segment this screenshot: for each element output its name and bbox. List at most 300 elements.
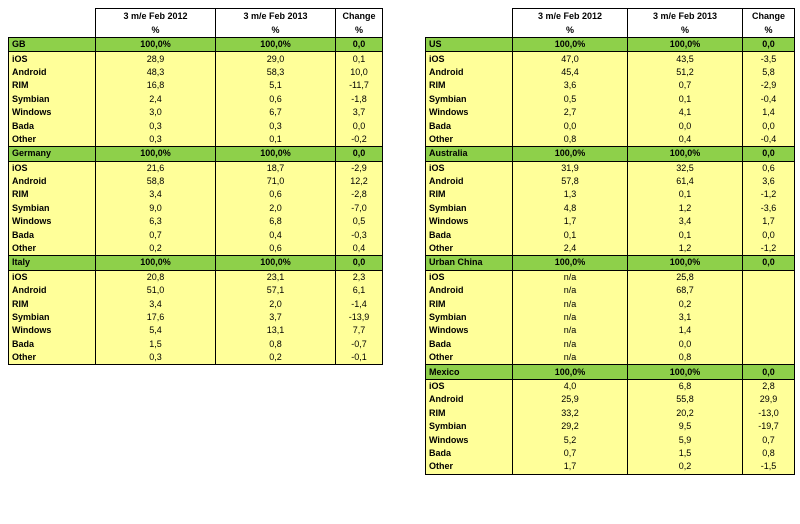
share-change: -0,3 [336, 228, 383, 241]
platform-name: Bada [9, 228, 96, 241]
share-2013: 0,1 [628, 228, 743, 241]
market-total-2012: 100,0% [96, 256, 216, 270]
share-2012: 6,3 [96, 215, 216, 228]
platform-name: Windows [426, 433, 513, 446]
platform-name: Android [9, 66, 96, 79]
platform-name: RIM [426, 407, 513, 420]
header-2013: 3 m/e Feb 2013 [628, 9, 743, 24]
platform-row [426, 311, 795, 324]
share-change [743, 297, 795, 310]
market-header-row [426, 38, 795, 52]
share-2013: 6,8 [628, 379, 743, 393]
market-total-2012: 100,0% [96, 147, 216, 161]
platform-row [426, 175, 795, 188]
share-change: 0,0 [336, 119, 383, 132]
share-2013: 9,5 [628, 420, 743, 433]
share-change: -3,5 [743, 52, 795, 66]
share-change [743, 311, 795, 324]
share-change: 5,8 [743, 66, 795, 79]
market-total-change: 0,0 [743, 256, 795, 270]
share-change: 2,3 [336, 270, 383, 284]
platform-name: Other [426, 242, 513, 256]
share-2013: 5,9 [628, 433, 743, 446]
right-unit-row [426, 23, 795, 38]
share-2013: 13,1 [216, 324, 336, 337]
share-2013: 6,8 [216, 215, 336, 228]
platform-name: iOS [426, 379, 513, 393]
share-2012: 5,2 [513, 433, 628, 446]
share-2012: 45,4 [513, 66, 628, 79]
share-change: 1,7 [743, 215, 795, 228]
platform-row [9, 324, 383, 337]
platform-row [9, 297, 383, 310]
left-unit-row [9, 23, 383, 38]
platform-row [9, 284, 383, 297]
share-2012: 5,4 [96, 324, 216, 337]
share-change: -0,4 [743, 133, 795, 147]
market-header-row [9, 38, 383, 52]
platform-row [426, 161, 795, 175]
platform-row [426, 284, 795, 297]
market-total-change: 0,0 [336, 256, 383, 270]
market-name: Germany [9, 147, 96, 161]
header-2012: 3 m/e Feb 2012 [96, 9, 216, 24]
platform-row [9, 119, 383, 132]
unit-blank-cell [426, 23, 513, 38]
platform-row [426, 420, 795, 433]
market-total-2012: 100,0% [513, 365, 628, 379]
share-2013: 1,2 [628, 202, 743, 215]
share-change: -0,7 [336, 338, 383, 351]
platform-name: RIM [9, 79, 96, 92]
unit-2012: % [96, 23, 216, 38]
platform-name: Android [426, 284, 513, 297]
share-2012: 0,0 [513, 119, 628, 132]
share-change: 3,6 [743, 175, 795, 188]
share-2013: 0,2 [216, 351, 336, 365]
share-2013: 0,8 [216, 338, 336, 351]
platform-name: Bada [426, 338, 513, 351]
share-change [743, 284, 795, 297]
platform-row [9, 202, 383, 215]
share-2013: 0,4 [628, 133, 743, 147]
share-2012: 16,8 [96, 79, 216, 92]
share-2013: 71,0 [216, 175, 336, 188]
market-total-change: 0,0 [743, 38, 795, 52]
share-2013: 58,3 [216, 66, 336, 79]
share-change: 0,0 [743, 228, 795, 241]
market-name: GB [9, 38, 96, 52]
share-2012: 0,2 [96, 242, 216, 256]
platform-name: Other [426, 351, 513, 365]
market-total-2013: 100,0% [216, 147, 336, 161]
platform-name: RIM [426, 188, 513, 201]
share-2012: 0,7 [96, 228, 216, 241]
share-change: -11,7 [336, 79, 383, 92]
market-total-2013: 100,0% [216, 38, 336, 52]
share-2012: 1,7 [513, 215, 628, 228]
platform-name: Symbian [426, 202, 513, 215]
market-header-row [9, 256, 383, 270]
platform-row [9, 106, 383, 119]
share-2012: 1,7 [513, 460, 628, 474]
share-2012: n/a [513, 297, 628, 310]
share-2013: 0,7 [628, 79, 743, 92]
market-header-row [9, 147, 383, 161]
market-total-change: 0,0 [743, 365, 795, 379]
unit-2012: % [513, 23, 628, 38]
share-2013: 0,0 [628, 338, 743, 351]
platform-name: Android [9, 284, 96, 297]
share-change: 10,0 [336, 66, 383, 79]
platform-name: iOS [9, 270, 96, 284]
share-2013: 0,1 [628, 93, 743, 106]
share-2013: 3,1 [628, 311, 743, 324]
platform-name: Android [426, 66, 513, 79]
platform-row [426, 270, 795, 284]
share-2012: 0,3 [96, 133, 216, 147]
market-total-2013: 100,0% [216, 256, 336, 270]
share-2013: 0,8 [628, 351, 743, 365]
share-change: 0,1 [336, 52, 383, 66]
platform-name: Symbian [426, 93, 513, 106]
share-change: -7,0 [336, 202, 383, 215]
platform-row [426, 460, 795, 474]
platform-row [9, 242, 383, 256]
header-change: Change [336, 9, 383, 24]
share-change: -19,7 [743, 420, 795, 433]
platform-row [426, 447, 795, 460]
share-change: -1,2 [743, 242, 795, 256]
platform-name: Bada [9, 338, 96, 351]
platform-name: Bada [426, 447, 513, 460]
share-change: 3,7 [336, 106, 383, 119]
share-2013: 0,6 [216, 242, 336, 256]
share-2012: 4,8 [513, 202, 628, 215]
platform-name: iOS [9, 52, 96, 66]
share-2013: 43,5 [628, 52, 743, 66]
platform-name: RIM [426, 79, 513, 92]
platform-name: Symbian [426, 420, 513, 433]
platform-name: Android [426, 393, 513, 406]
share-2012: 2,7 [513, 106, 628, 119]
share-2013: 0,6 [216, 93, 336, 106]
share-change: 7,7 [336, 324, 383, 337]
platform-row [9, 215, 383, 228]
share-2012: 0,3 [96, 119, 216, 132]
platform-name: Windows [9, 106, 96, 119]
share-change [743, 351, 795, 365]
platform-row [426, 52, 795, 66]
share-change: 0,4 [336, 242, 383, 256]
share-2013: 3,7 [216, 311, 336, 324]
platform-row [426, 133, 795, 147]
market-name: Urban China [426, 256, 513, 270]
share-change: 29,9 [743, 393, 795, 406]
platform-row [9, 351, 383, 365]
platform-row [9, 338, 383, 351]
share-2012: 1,5 [96, 338, 216, 351]
share-change: 0,7 [743, 433, 795, 446]
platform-row [9, 161, 383, 175]
market-total-2012: 100,0% [96, 38, 216, 52]
platform-row [426, 351, 795, 365]
platform-row [426, 433, 795, 446]
header-2012: 3 m/e Feb 2012 [513, 9, 628, 24]
platform-row [426, 79, 795, 92]
platform-name: Bada [426, 228, 513, 241]
market-total-2013: 100,0% [628, 147, 743, 161]
platform-name: iOS [426, 161, 513, 175]
share-2012: 9,0 [96, 202, 216, 215]
share-2013: 20,2 [628, 407, 743, 420]
share-2013: 0,3 [216, 119, 336, 132]
market-total-2012: 100,0% [513, 38, 628, 52]
share-2013: 2,0 [216, 202, 336, 215]
share-2012: 0,1 [513, 228, 628, 241]
share-change: -0,2 [336, 133, 383, 147]
share-2012: 47,0 [513, 52, 628, 66]
platform-row [426, 188, 795, 201]
share-change: -2,8 [336, 188, 383, 201]
market-header-row [426, 147, 795, 161]
share-change: -13,0 [743, 407, 795, 420]
platform-row [9, 79, 383, 92]
market-header-row [426, 365, 795, 379]
platform-row [426, 324, 795, 337]
platform-row [426, 66, 795, 79]
share-2013: 23,1 [216, 270, 336, 284]
market-total-change: 0,0 [743, 147, 795, 161]
share-change: 12,2 [336, 175, 383, 188]
platform-name: Bada [9, 119, 96, 132]
platform-name: Symbian [9, 311, 96, 324]
platform-name: iOS [9, 161, 96, 175]
platform-name: Symbian [426, 311, 513, 324]
header-blank-cell [9, 9, 96, 24]
share-change: -3,6 [743, 202, 795, 215]
platform-row [426, 379, 795, 393]
share-2012: 2,4 [96, 93, 216, 106]
share-2012: 21,6 [96, 161, 216, 175]
share-2013: 29,0 [216, 52, 336, 66]
share-2013: 51,2 [628, 66, 743, 79]
share-2012: 0,5 [513, 93, 628, 106]
platform-name: iOS [426, 52, 513, 66]
unit-change: % [743, 23, 795, 38]
share-2013: 5,1 [216, 79, 336, 92]
share-2012: n/a [513, 311, 628, 324]
platform-name: Windows [9, 324, 96, 337]
market-name: Italy [9, 256, 96, 270]
share-2012: n/a [513, 324, 628, 337]
platform-row [426, 242, 795, 256]
share-2012: 1,3 [513, 188, 628, 201]
share-2012: n/a [513, 284, 628, 297]
share-2012: 3,6 [513, 79, 628, 92]
header-2013: 3 m/e Feb 2013 [216, 9, 336, 24]
market-total-change: 0,0 [336, 147, 383, 161]
market-total-2012: 100,0% [513, 147, 628, 161]
header-change: Change [743, 9, 795, 24]
share-2012: 58,8 [96, 175, 216, 188]
share-2013: 4,1 [628, 106, 743, 119]
platform-name: RIM [9, 297, 96, 310]
market-total-2013: 100,0% [628, 365, 743, 379]
share-2012: 17,6 [96, 311, 216, 324]
platform-row [9, 93, 383, 106]
share-change: -0,1 [336, 351, 383, 365]
unit-2013: % [216, 23, 336, 38]
share-2012: 28,9 [96, 52, 216, 66]
platform-name: Other [426, 133, 513, 147]
share-2013: 55,8 [628, 393, 743, 406]
share-2012: 57,8 [513, 175, 628, 188]
platform-row [9, 133, 383, 147]
platform-row [9, 228, 383, 241]
share-2012: 3,4 [96, 188, 216, 201]
share-2012: n/a [513, 351, 628, 365]
unit-blank-cell [9, 23, 96, 38]
share-2013: 68,7 [628, 284, 743, 297]
platform-name: iOS [426, 270, 513, 284]
platform-row [9, 52, 383, 66]
market-name: Australia [426, 147, 513, 161]
share-change: 0,8 [743, 447, 795, 460]
platform-name: Other [9, 351, 96, 365]
share-2013: 57,1 [216, 284, 336, 297]
left-market-share-table [8, 8, 383, 365]
share-2013: 2,0 [216, 297, 336, 310]
market-name: Mexico [426, 365, 513, 379]
platform-name: Android [9, 175, 96, 188]
platform-row [9, 66, 383, 79]
share-2012: 3,0 [96, 106, 216, 119]
market-name: US [426, 38, 513, 52]
share-2013: 0,6 [216, 188, 336, 201]
share-2012: 0,7 [513, 447, 628, 460]
platform-name: Other [9, 242, 96, 256]
share-change [743, 324, 795, 337]
share-change [743, 270, 795, 284]
share-2012: n/a [513, 338, 628, 351]
platform-row [426, 228, 795, 241]
platform-name: Windows [9, 215, 96, 228]
share-change: 1,4 [743, 106, 795, 119]
platform-row [426, 215, 795, 228]
platform-name: Windows [426, 324, 513, 337]
platform-row [426, 93, 795, 106]
market-total-2013: 100,0% [628, 256, 743, 270]
share-change: 0,5 [336, 215, 383, 228]
platform-name: Windows [426, 106, 513, 119]
share-2012: 0,3 [96, 351, 216, 365]
platform-row [9, 270, 383, 284]
platform-name: RIM [426, 297, 513, 310]
platform-name: Other [426, 460, 513, 474]
unit-2013: % [628, 23, 743, 38]
share-2013: 6,7 [216, 106, 336, 119]
share-change [743, 338, 795, 351]
share-2012: 51,0 [96, 284, 216, 297]
platform-row [9, 188, 383, 201]
platform-row [426, 106, 795, 119]
share-2013: 0,2 [628, 297, 743, 310]
platform-name: Windows [426, 215, 513, 228]
share-change: -2,9 [743, 79, 795, 92]
platform-row [426, 393, 795, 406]
platform-name: Android [426, 175, 513, 188]
share-2012: 2,4 [513, 242, 628, 256]
share-change: 2,8 [743, 379, 795, 393]
share-change: 0,0 [743, 119, 795, 132]
share-2013: 0,0 [628, 119, 743, 132]
market-header-row [426, 256, 795, 270]
market-total-2013: 100,0% [628, 38, 743, 52]
header-blank-cell [426, 9, 513, 24]
share-change: -2,9 [336, 161, 383, 175]
share-2013: 1,4 [628, 324, 743, 337]
share-2013: 32,5 [628, 161, 743, 175]
platform-row [426, 202, 795, 215]
platform-name: Symbian [9, 93, 96, 106]
share-change: -1,5 [743, 460, 795, 474]
share-2012: 48,3 [96, 66, 216, 79]
platform-row [426, 338, 795, 351]
share-2013: 18,7 [216, 161, 336, 175]
share-2013: 61,4 [628, 175, 743, 188]
platform-row [426, 119, 795, 132]
platform-name: Bada [426, 119, 513, 132]
share-2012: 0,8 [513, 133, 628, 147]
platform-name: RIM [9, 188, 96, 201]
share-change: -0,4 [743, 93, 795, 106]
share-change: -1,4 [336, 297, 383, 310]
share-2013: 0,2 [628, 460, 743, 474]
share-2013: 1,2 [628, 242, 743, 256]
platform-row [9, 175, 383, 188]
platform-row [426, 297, 795, 310]
share-2012: 3,4 [96, 297, 216, 310]
unit-change: % [336, 23, 383, 38]
share-2013: 0,4 [216, 228, 336, 241]
share-2013: 0,1 [628, 188, 743, 201]
share-2012: 25,9 [513, 393, 628, 406]
right-header-row [426, 9, 795, 24]
share-2012: 20,8 [96, 270, 216, 284]
share-2013: 25,8 [628, 270, 743, 284]
share-change: 0,6 [743, 161, 795, 175]
share-2012: 33,2 [513, 407, 628, 420]
share-2013: 1,5 [628, 447, 743, 460]
platform-name: Symbian [9, 202, 96, 215]
share-change: -13,9 [336, 311, 383, 324]
share-2012: 31,9 [513, 161, 628, 175]
share-2013: 3,4 [628, 215, 743, 228]
share-2012: n/a [513, 270, 628, 284]
share-2012: 4,0 [513, 379, 628, 393]
share-change: -1,8 [336, 93, 383, 106]
left-header-row [9, 9, 383, 24]
market-total-2012: 100,0% [513, 256, 628, 270]
share-change: -1,2 [743, 188, 795, 201]
market-total-change: 0,0 [336, 38, 383, 52]
platform-row [426, 407, 795, 420]
right-market-share-table [425, 8, 795, 475]
share-2013: 0,1 [216, 133, 336, 147]
share-change: 6,1 [336, 284, 383, 297]
share-2012: 29,2 [513, 420, 628, 433]
